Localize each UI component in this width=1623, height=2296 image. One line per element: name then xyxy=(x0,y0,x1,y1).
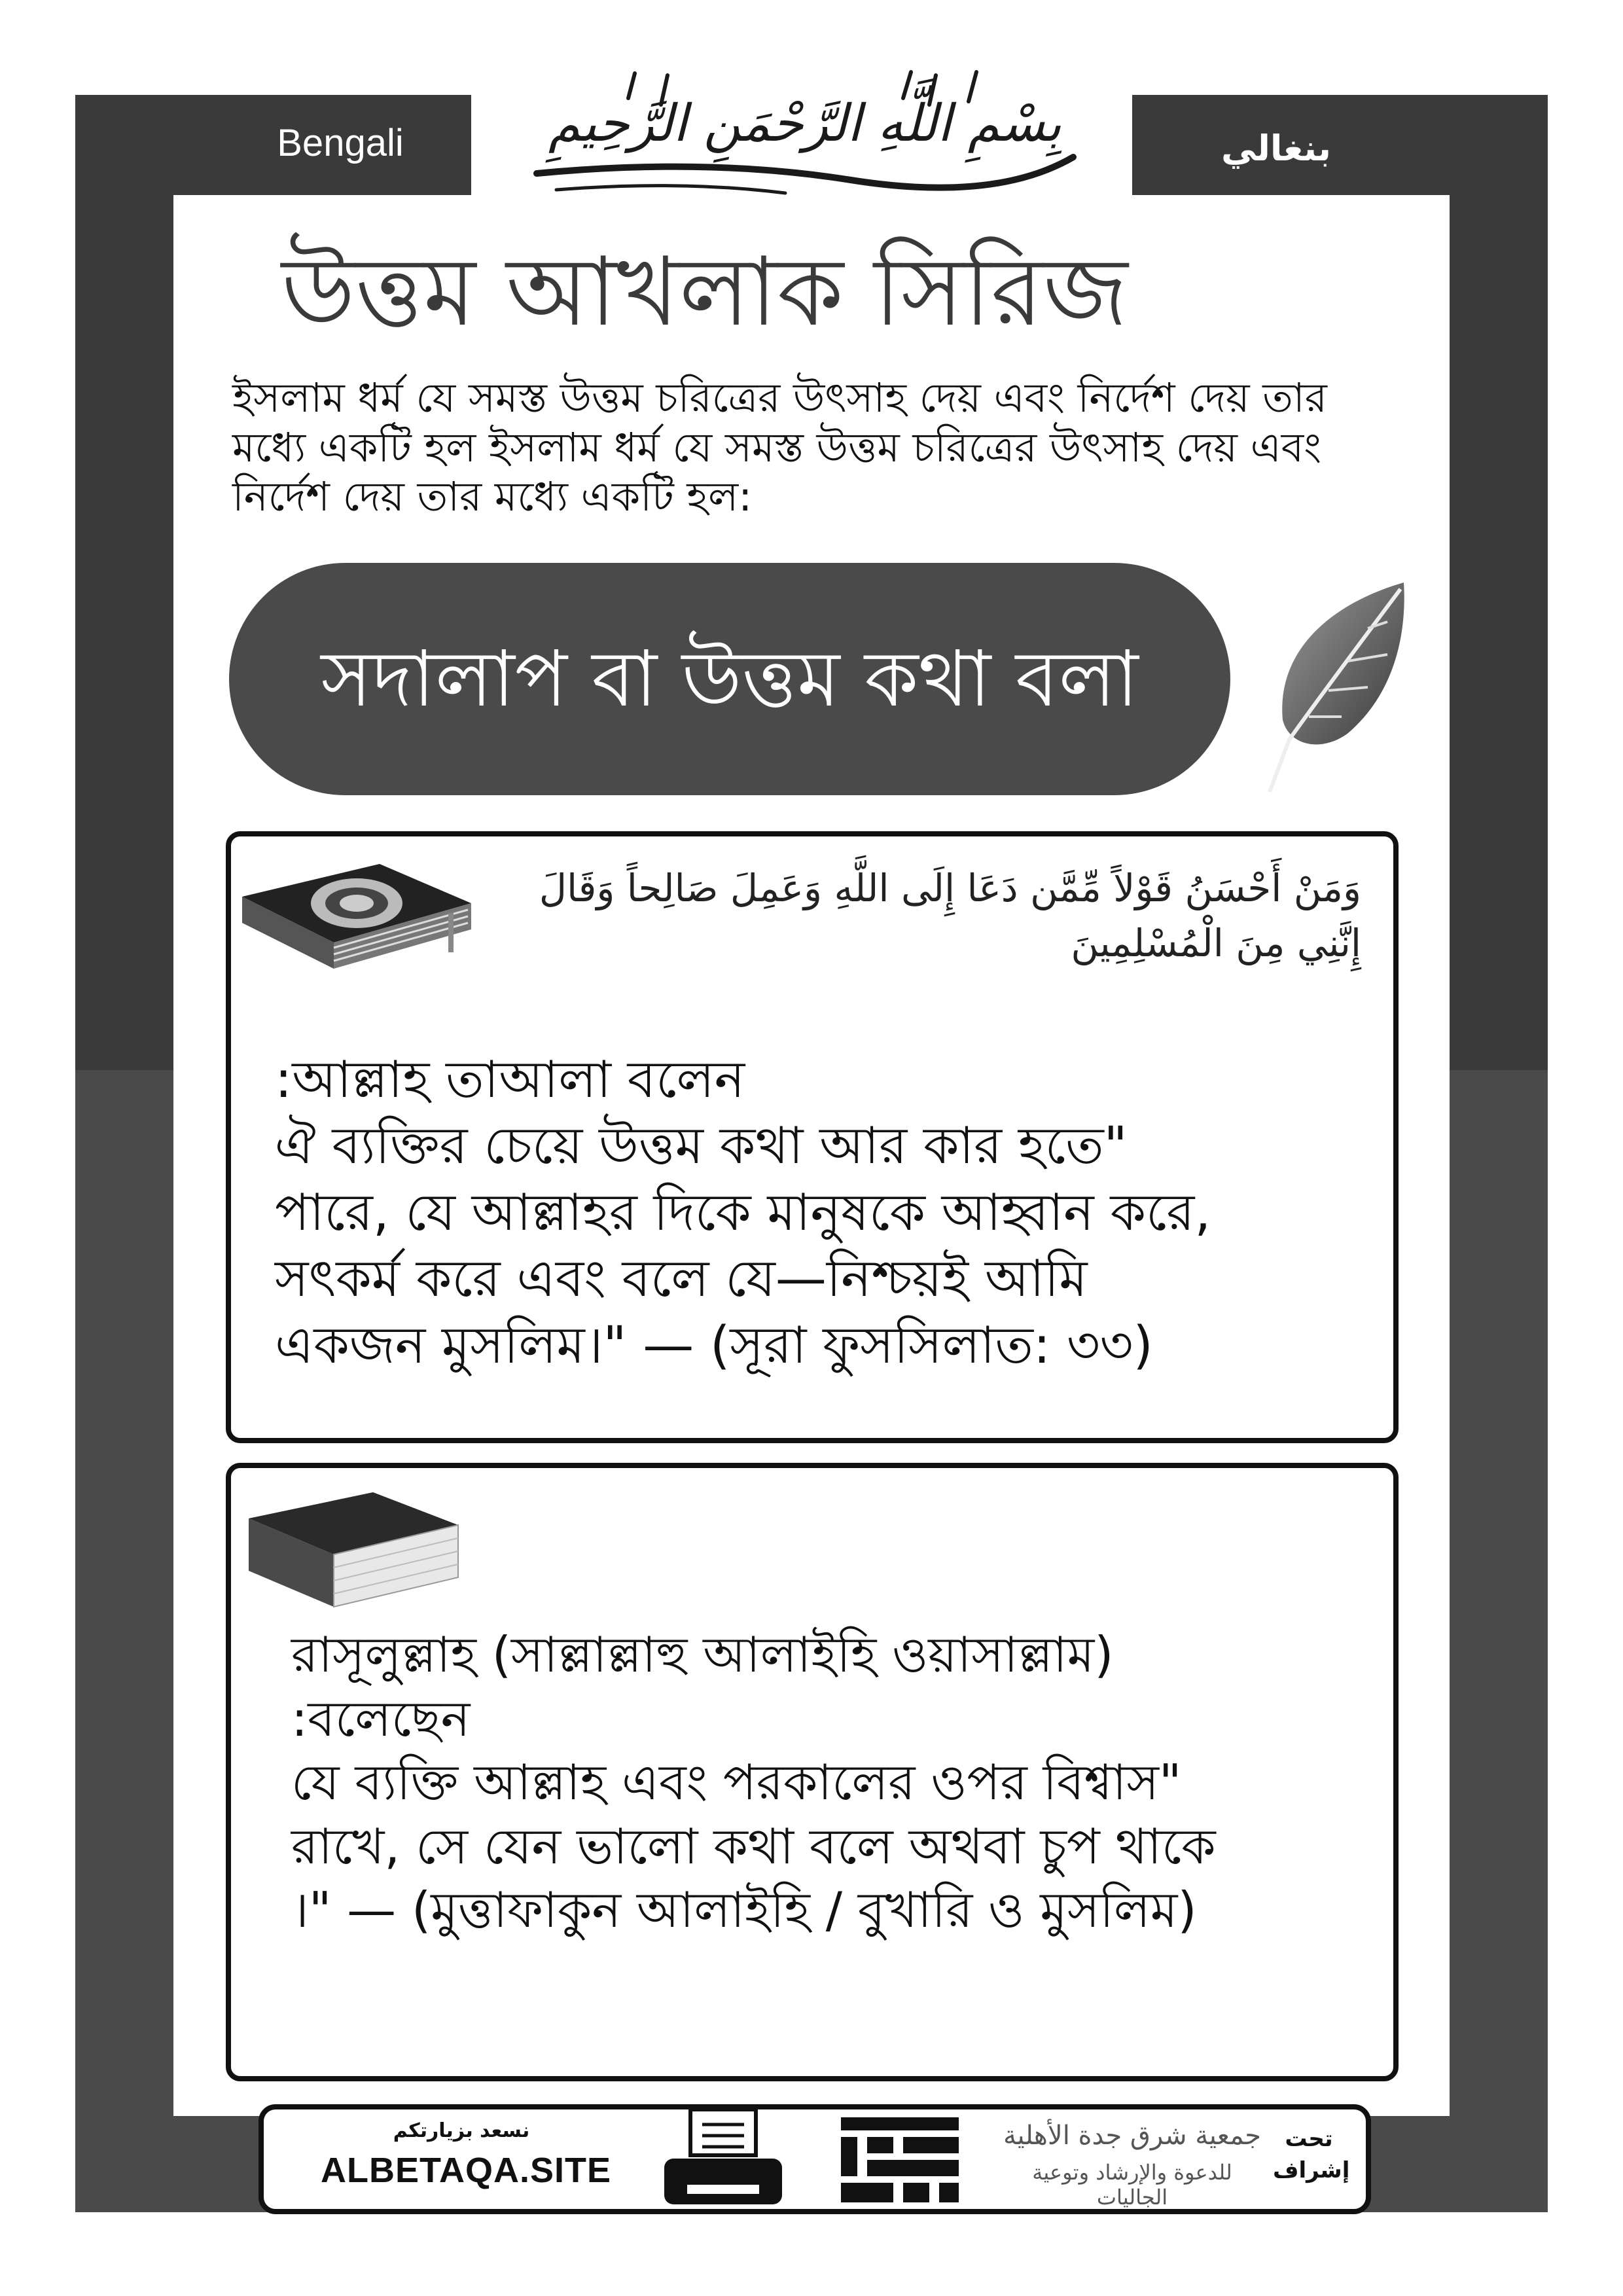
book-icon xyxy=(242,1486,465,1610)
hadith-line-2: :বলেছেন xyxy=(291,1689,471,1748)
under-supervision-label: تحت إشراف xyxy=(1273,2126,1350,2183)
org-subtitle: للدعوة والإرشاد وتوعية الجاليات xyxy=(1032,2160,1232,2210)
quran-line-5: একজন মুসলিম।" — (সূরা ফুসসিলাত: ৩৩) xyxy=(275,1316,1153,1375)
hadith-line-3: যে ব্যক্তি আল্লাহ এবং পরকালের ওপর বিশ্বাস" xyxy=(291,1753,1182,1811)
topic-banner xyxy=(229,563,1230,795)
quran-line-3: পারে, যে আল্লাহর দিকে মানুষকে আহ্বান করে, xyxy=(275,1183,1211,1242)
visit-us-label: نسعد بزيارتكم xyxy=(393,2119,530,2142)
printer-icon[interactable] xyxy=(658,2106,789,2211)
topic-title: সদালাপ বা উত্তম কথা বলা xyxy=(321,633,1139,724)
quran-translation xyxy=(275,1047,1387,1379)
org-name: جمعية شرق جدة الأهلية xyxy=(1003,2121,1261,2151)
quran-line-4: সৎকর্ম করে এবং বলে যে—নিশ্চয়ই আমি xyxy=(275,1249,1088,1309)
quran-line-2: ঐ ব্যক্তির চেয়ে উত্তম কথা আর কার হতে" xyxy=(275,1117,1128,1176)
hadith-line-5: ।" — (মুত্তাফাকুন আলাইহি / বুখারি ও মুসলিম) xyxy=(291,1881,1197,1939)
language-label-en: Bengali xyxy=(277,122,404,164)
leaf-icon xyxy=(1257,576,1414,798)
page-title: উত্তম আখলাক সিরিজ xyxy=(281,237,1128,348)
hadith-line-1: রাসূলুল্লাহ (সাল্লাল্লাহু আলাইহি ওয়াসাল্লাম) xyxy=(291,1626,1114,1683)
quran-line-1: :আল্লাহ তাআলা বলেন xyxy=(275,1050,745,1109)
language-label-ar: بنغالي xyxy=(1221,128,1331,169)
dawa-logo-icon xyxy=(834,2111,965,2209)
quran-arabic-text: وَمَنْ أَحْسَنُ قَوْلاً مِّمَّن دَعَا إِلَى اللَّهِ وَعَمِلَ صَالِحاً وَقَالَ إِنَّنِي مِنَ الْمُسْلِمِينَ xyxy=(539,866,1361,966)
hadith-text xyxy=(291,1623,1391,1943)
site-link[interactable]: ALBETAQA.SITE xyxy=(321,2151,611,2190)
quran-book-icon xyxy=(236,851,478,982)
basmala-calligraphy xyxy=(510,59,1099,203)
intro-paragraph: ইসলাম ধর্ম যে সমস্ত উত্তম চরিত্রের উৎসাহ দেয় এবং নির্দেশ দেয় তার মধ্যে একটি হল ইসলাম ধর্ম যে সমস্ত উত্তম চরিত্রের উৎসাহ দেয় এবং নির্দেশ দেয় তার মধ্যে একটি হল: xyxy=(232,374,1327,521)
hadith-line-4: রাখে, সে যেন ভালো কথা বলে অথবা চুপ থাকে xyxy=(291,1817,1216,1875)
basmala-text: بِسْمِ اللَّهِ الرَّحْمَنِ الرَّحِيمِ xyxy=(548,94,1061,153)
